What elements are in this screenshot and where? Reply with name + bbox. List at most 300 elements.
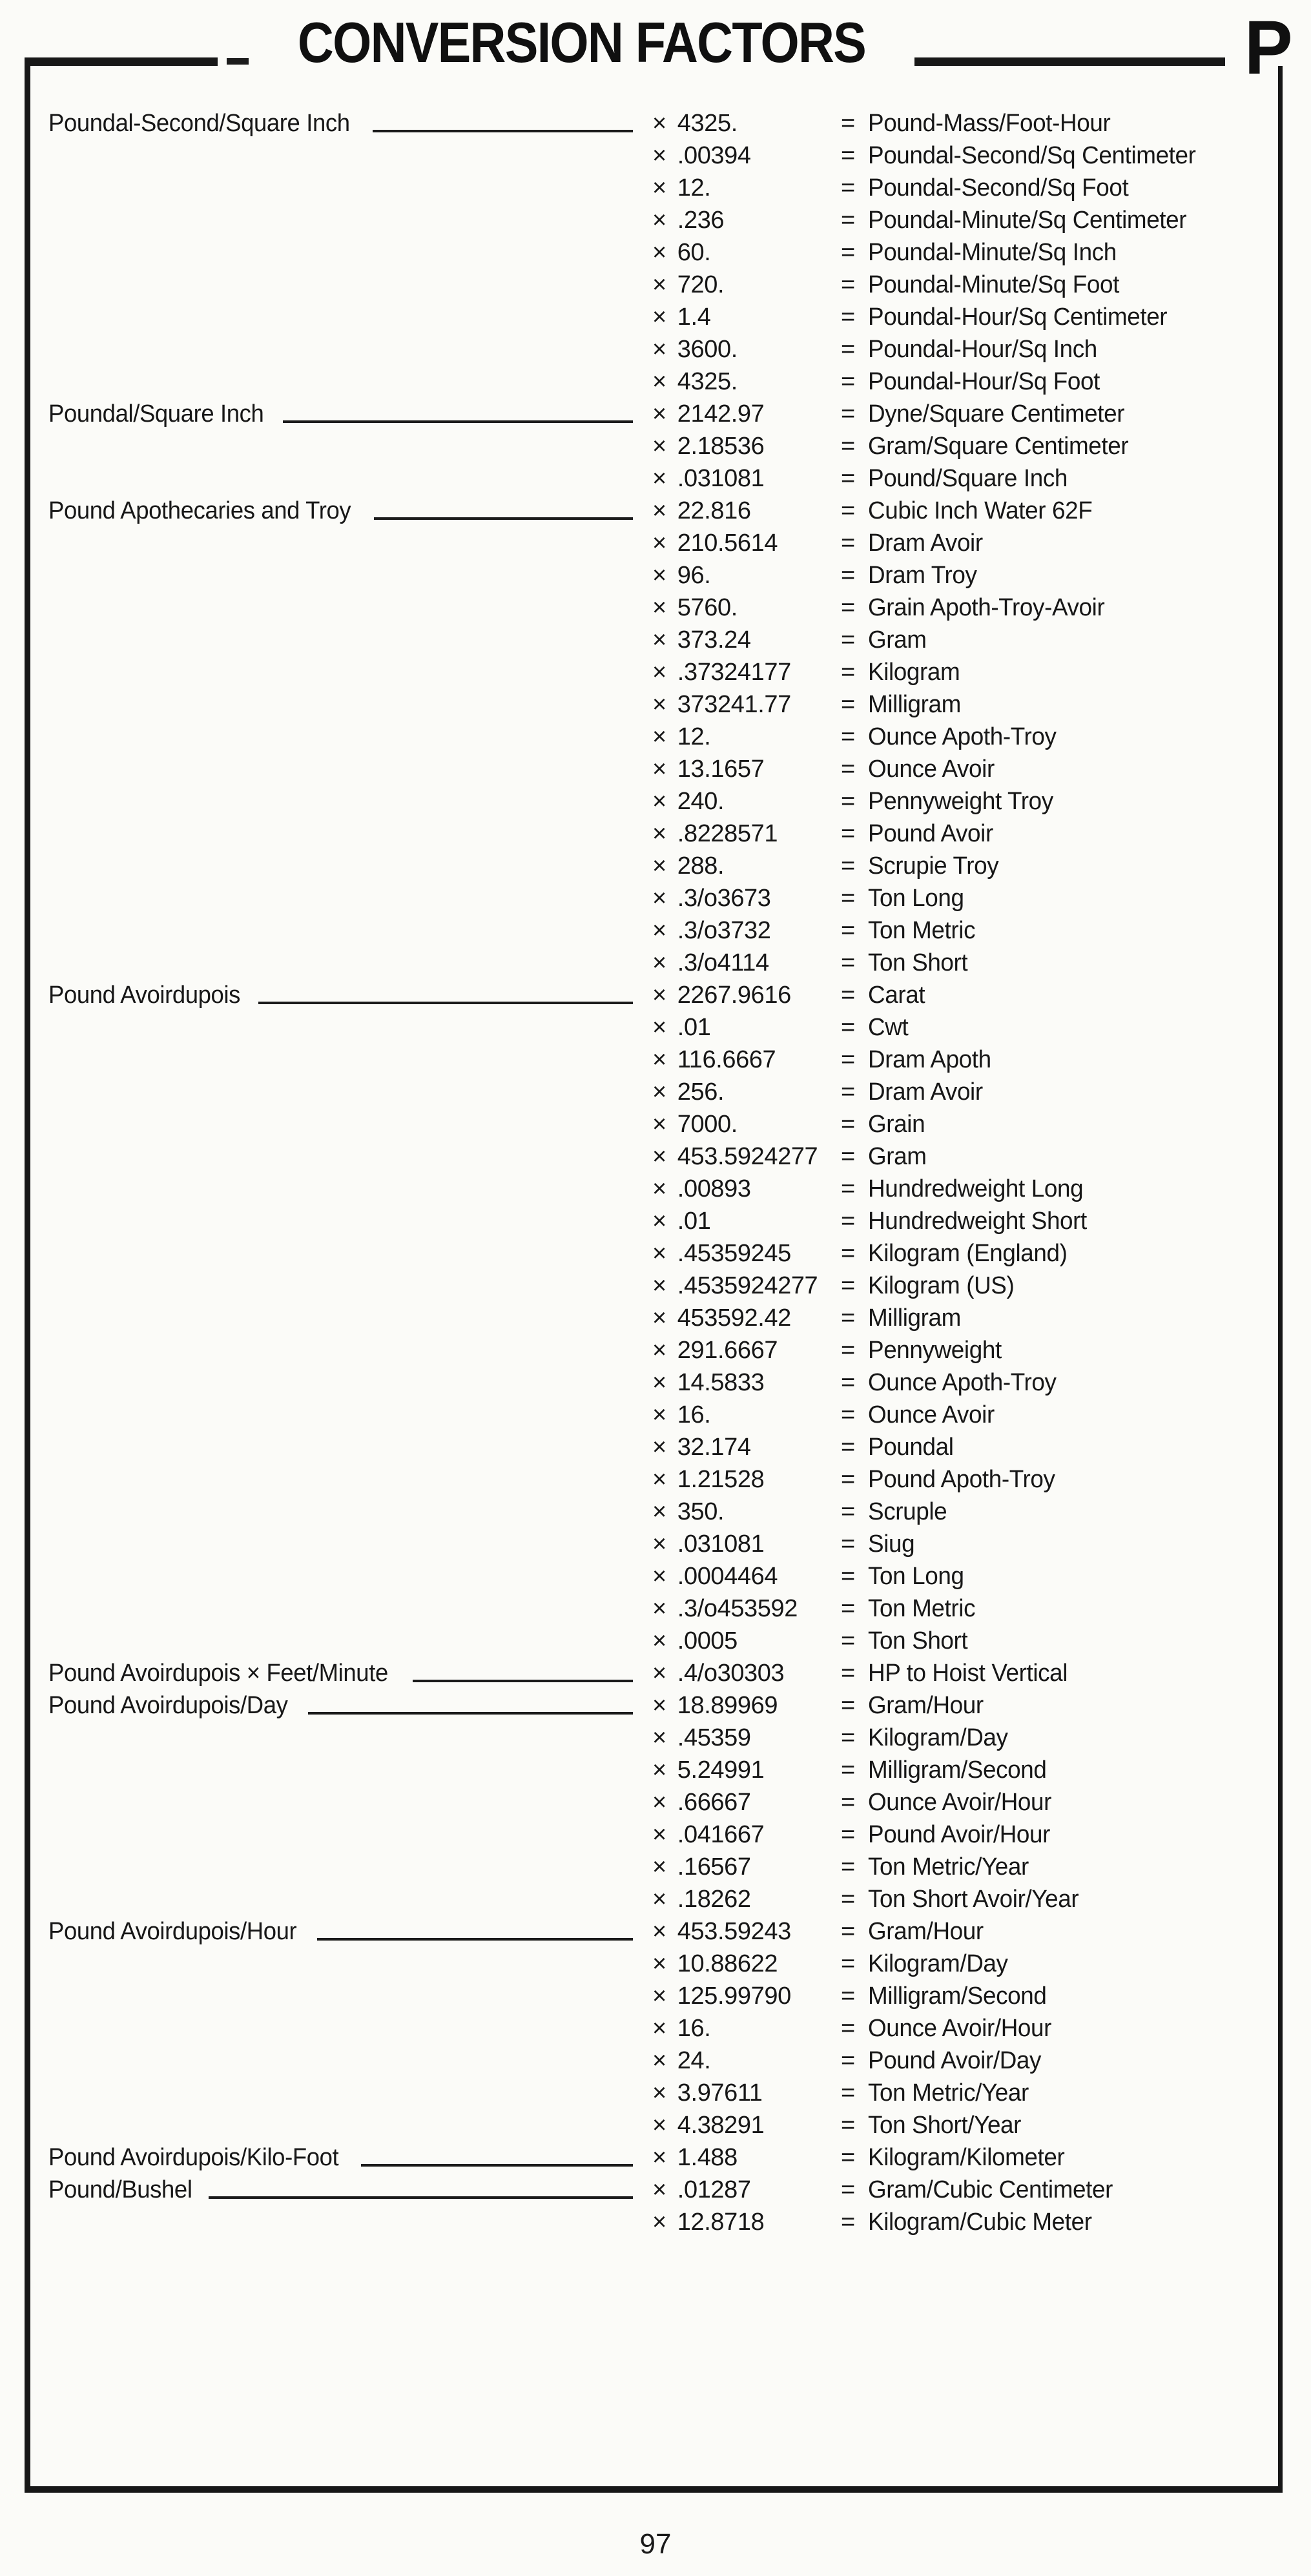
factor-value: 12. — [677, 174, 711, 201]
result-cell — [841, 497, 1278, 525]
result-cell — [841, 1078, 1278, 1106]
unit-label-cell — [48, 721, 652, 753]
unit-label-cell — [48, 1237, 652, 1270]
factor-value: 3600. — [677, 335, 738, 363]
factor-cell — [652, 1434, 841, 1461]
conversion-row — [30, 1044, 1278, 1076]
factor-cell — [652, 691, 841, 719]
conversion-row — [30, 2012, 1278, 2045]
equals-icon: = — [841, 529, 855, 557]
factor-cell — [652, 433, 841, 460]
result-cell — [841, 1175, 1278, 1203]
result-unit: Hundredweight Short — [867, 1207, 1087, 1235]
leader-line — [308, 1712, 633, 1715]
equals-icon: = — [841, 787, 855, 815]
conversion-row — [30, 1237, 1278, 1270]
result-cell — [841, 1660, 1278, 1687]
leader-line — [373, 130, 633, 132]
factor-value: 720. — [677, 271, 725, 298]
factor-value: 1.488 — [677, 2143, 738, 2171]
multiply-icon: × — [652, 1788, 666, 1816]
result-unit: Ounce Apoth-Troy — [867, 723, 1057, 750]
conversion-row — [30, 1270, 1278, 1302]
factor-value: 373.24 — [677, 626, 751, 654]
factor-value: 373241.77 — [677, 690, 791, 718]
unit-label: Pound/Bushel — [48, 2176, 192, 2203]
factor-cell — [652, 1143, 841, 1171]
factor-cell — [652, 207, 841, 234]
unit-label-cell — [48, 2174, 652, 2206]
multiply-icon: × — [652, 1110, 666, 1138]
result-unit: Poundal-Hour/Sq Inch — [867, 335, 1097, 363]
conversion-table-box — [25, 66, 1283, 2493]
unit-label-cell — [48, 850, 652, 882]
result-cell — [841, 691, 1278, 719]
factor-value: .0005 — [677, 1627, 738, 1654]
unit-label-cell — [48, 1980, 652, 2012]
equals-icon: = — [841, 981, 855, 1009]
conversion-row — [30, 721, 1278, 753]
conversion-row — [30, 818, 1278, 850]
multiply-icon: × — [652, 1885, 666, 1913]
unit-label-cell — [48, 1496, 652, 1528]
factor-value: .4/o30303 — [677, 1659, 785, 1687]
conversion-row — [30, 1011, 1278, 1044]
equals-icon: = — [841, 2176, 855, 2203]
multiply-icon: × — [652, 1530, 666, 1558]
factor-cell — [652, 1660, 841, 1687]
unit-label: Pound Avoirdupois/Hour — [48, 1918, 297, 1945]
unit-label-cell — [48, 1334, 652, 1366]
conversion-row — [30, 301, 1278, 333]
multiply-icon: × — [652, 819, 666, 847]
result-unit: Ton Short — [867, 949, 968, 976]
multiply-icon: × — [652, 206, 666, 234]
multiply-icon: × — [652, 1465, 666, 1493]
unit-label-cell — [48, 2141, 652, 2174]
conversion-row — [30, 398, 1278, 430]
result-cell — [841, 594, 1278, 622]
result-cell — [841, 949, 1278, 977]
unit-label: Pound Avoirdupois/Day — [48, 1692, 288, 1719]
multiply-icon: × — [652, 432, 666, 460]
conversion-row — [30, 1657, 1278, 1689]
equals-icon: = — [841, 723, 855, 750]
factor-cell — [652, 723, 841, 751]
unit-label-cell — [48, 1044, 652, 1076]
result-unit: Ton Short/Year — [867, 2111, 1021, 2139]
multiply-icon: × — [652, 174, 666, 201]
page-header — [25, 0, 1293, 90]
result-cell — [841, 2047, 1278, 2075]
factor-value: .3/o453592 — [677, 1594, 798, 1622]
multiply-icon: × — [652, 1401, 666, 1428]
result-unit: Ton Metric/Year — [867, 2079, 1029, 2107]
factor-cell — [652, 820, 841, 848]
result-unit: Dyne/Square Centimeter — [867, 400, 1124, 428]
multiply-icon: × — [652, 2143, 666, 2171]
conversion-row — [30, 462, 1278, 495]
multiply-icon: × — [652, 1368, 666, 1396]
unit-label-cell — [48, 785, 652, 818]
result-cell — [841, 110, 1278, 138]
conversion-row — [30, 2174, 1278, 2206]
result-cell — [841, 982, 1278, 1009]
result-cell — [841, 2176, 1278, 2204]
unit-label-cell — [48, 914, 652, 947]
unit-label-cell — [48, 1625, 652, 1657]
conversion-row — [30, 495, 1278, 527]
factor-value: .01 — [677, 1013, 711, 1041]
result-unit: Siug — [867, 1530, 915, 1558]
result-cell — [841, 207, 1278, 234]
multiply-icon: × — [652, 755, 666, 783]
multiply-icon: × — [652, 1336, 666, 1364]
page-number: 97 — [639, 2528, 672, 2560]
equals-icon: = — [841, 593, 855, 621]
unit-label-cell — [48, 1463, 652, 1496]
result-cell — [841, 530, 1278, 557]
factor-cell — [652, 1563, 841, 1591]
multiply-icon: × — [652, 271, 666, 298]
multiply-icon: × — [652, 949, 666, 976]
factor-cell — [652, 1724, 841, 1752]
result-cell — [841, 1304, 1278, 1332]
result-cell — [841, 239, 1278, 267]
factor-cell — [652, 2176, 841, 2204]
conversion-row — [30, 785, 1278, 818]
page-title: CONVERSION FACTORS — [297, 10, 865, 74]
conversion-row — [30, 2141, 1278, 2174]
equals-icon: = — [841, 884, 855, 912]
result-unit: Ton Long — [867, 1562, 964, 1590]
result-cell — [841, 368, 1278, 396]
factor-value: 12.8718 — [677, 2208, 765, 2236]
multiply-icon: × — [652, 1950, 666, 1977]
result-cell — [841, 1272, 1278, 1300]
unit-label-cell — [48, 204, 652, 236]
unit-label-cell — [48, 2012, 652, 2045]
result-cell — [841, 756, 1278, 783]
equals-icon: = — [841, 1465, 855, 1493]
conversion-row — [30, 204, 1278, 236]
conversion-row — [30, 1140, 1278, 1173]
factor-value: .3/o4114 — [677, 949, 769, 976]
unit-label-cell — [48, 398, 652, 430]
equals-icon: = — [841, 626, 855, 654]
unit-label-cell — [48, 1528, 652, 1560]
conversion-row — [30, 1980, 1278, 2012]
result-cell — [841, 659, 1278, 686]
equals-icon: = — [841, 1142, 855, 1170]
factor-value: 288. — [677, 852, 725, 880]
conversion-row — [30, 1754, 1278, 1786]
page-footer — [0, 2528, 1311, 2561]
factor-value: 14.5833 — [677, 1368, 765, 1396]
equals-icon: = — [841, 367, 855, 395]
equals-icon: = — [841, 1594, 855, 1622]
conversion-row — [30, 624, 1278, 656]
factor-cell — [652, 2112, 841, 2139]
result-cell — [841, 1434, 1278, 1461]
factor-value: .16567 — [677, 1853, 751, 1880]
result-cell — [841, 852, 1278, 880]
result-unit: Poundal-Minute/Sq Foot — [867, 271, 1119, 298]
unit-label-cell — [48, 559, 652, 592]
conversion-row — [30, 559, 1278, 592]
factor-value: 291.6667 — [677, 1336, 778, 1364]
equals-icon: = — [841, 1530, 855, 1558]
factor-cell — [652, 1530, 841, 1558]
factor-cell — [652, 1789, 841, 1817]
result-cell — [841, 1692, 1278, 1720]
result-unit: Poundal-Second/Sq Foot — [867, 174, 1129, 201]
factor-value: 210.5614 — [677, 529, 778, 557]
unit-label-cell — [48, 1819, 652, 1851]
factor-cell — [652, 917, 841, 945]
factor-cell — [652, 1369, 841, 1397]
multiply-icon: × — [652, 852, 666, 880]
multiply-icon: × — [652, 2079, 666, 2107]
multiply-icon: × — [652, 1433, 666, 1461]
multiply-icon: × — [652, 400, 666, 428]
result-unit: Pound Avoir/Day — [867, 2046, 1041, 2074]
result-cell — [841, 1563, 1278, 1591]
factor-value: 16. — [677, 1401, 711, 1428]
result-unit: Pennyweight — [867, 1336, 1002, 1364]
factor-cell — [652, 1595, 841, 1623]
factor-value: .8228571 — [677, 819, 778, 847]
unit-label-cell — [48, 1399, 652, 1431]
equals-icon: = — [841, 206, 855, 234]
equals-icon: = — [841, 561, 855, 589]
factor-cell — [652, 304, 841, 331]
equals-icon: = — [841, 2079, 855, 2107]
factor-cell — [652, 2015, 841, 2043]
multiply-icon: × — [652, 2046, 666, 2074]
factor-cell — [652, 1821, 841, 1849]
multiply-icon: × — [652, 1853, 666, 1880]
unit-label-cell — [48, 688, 652, 721]
unit-label-cell — [48, 236, 652, 269]
multiply-icon: × — [652, 787, 666, 815]
unit-label-cell — [48, 1173, 652, 1205]
factor-cell — [652, 1950, 841, 1978]
result-cell — [841, 1821, 1278, 1849]
multiply-icon: × — [652, 1304, 666, 1332]
result-cell — [841, 1757, 1278, 1784]
factor-cell — [652, 949, 841, 977]
multiply-icon: × — [652, 1820, 666, 1848]
multiply-icon: × — [652, 1207, 666, 1235]
conversion-row — [30, 914, 1278, 947]
equals-icon: = — [841, 1336, 855, 1364]
factor-value: .236 — [677, 206, 725, 234]
unit-label-cell — [48, 366, 652, 398]
result-unit: Milligram — [867, 1304, 961, 1332]
equals-icon: = — [841, 1562, 855, 1590]
equals-icon: = — [841, 1820, 855, 1848]
result-unit: Poundal-Second/Sq Centimeter — [867, 141, 1196, 169]
equals-icon: = — [841, 497, 855, 524]
unit-label-cell — [48, 1657, 652, 1689]
multiply-icon: × — [652, 1013, 666, 1041]
result-unit: Ton Long — [867, 884, 964, 912]
equals-icon: = — [841, 1207, 855, 1235]
multiply-icon: × — [652, 1046, 666, 1073]
result-unit: Hundredweight Long — [867, 1175, 1084, 1202]
conversion-row — [30, 269, 1278, 301]
factor-cell — [652, 1498, 841, 1526]
conversion-row — [30, 656, 1278, 688]
equals-icon: = — [841, 1659, 855, 1687]
factor-value: .37324177 — [677, 658, 791, 686]
factor-cell — [652, 1918, 841, 1946]
result-unit: Poundal-Hour/Sq Centimeter — [867, 303, 1167, 331]
equals-icon: = — [841, 1788, 855, 1816]
factor-value: 4325. — [677, 367, 738, 395]
equals-icon: = — [841, 1272, 855, 1299]
multiply-icon: × — [652, 690, 666, 718]
conversion-row — [30, 850, 1278, 882]
conversion-row — [30, 1205, 1278, 1237]
unit-label-cell — [48, 301, 652, 333]
conversion-row — [30, 1948, 1278, 1980]
result-unit: Milligram — [867, 690, 961, 718]
equals-icon: = — [841, 174, 855, 201]
equals-icon: = — [841, 916, 855, 944]
equals-icon: = — [841, 238, 855, 266]
result-unit: Ton Short Avoir/Year — [867, 1885, 1079, 1913]
multiply-icon: × — [652, 529, 666, 557]
equals-icon: = — [841, 658, 855, 686]
unit-label-cell — [48, 1302, 652, 1334]
result-cell — [841, 1789, 1278, 1817]
factor-value: 18.89969 — [677, 1691, 778, 1719]
factor-value: 350. — [677, 1498, 725, 1525]
unit-label-cell — [48, 592, 652, 624]
equals-icon: = — [841, 2143, 855, 2171]
factor-cell — [652, 1466, 841, 1494]
equals-icon: = — [841, 1368, 855, 1396]
multiply-icon: × — [652, 141, 666, 169]
multiply-icon: × — [652, 1272, 666, 1299]
result-cell — [841, 2015, 1278, 2043]
factor-cell — [652, 788, 841, 816]
leader-line — [413, 1680, 633, 1682]
multiply-icon: × — [652, 2014, 666, 2042]
factor-value: 2267.9616 — [677, 981, 791, 1009]
factor-cell — [652, 368, 841, 396]
equals-icon: = — [841, 1724, 855, 1751]
factor-cell — [652, 174, 841, 202]
unit-label-cell — [48, 333, 652, 366]
multiply-icon: × — [652, 561, 666, 589]
multiply-icon: × — [652, 238, 666, 266]
factor-value: .00394 — [677, 141, 751, 169]
conversion-rows — [30, 107, 1278, 2238]
result-cell — [841, 2079, 1278, 2107]
multiply-icon: × — [652, 497, 666, 524]
equals-icon: = — [841, 949, 855, 976]
unit-label-cell — [48, 1011, 652, 1044]
result-cell — [841, 1111, 1278, 1139]
multiply-icon: × — [652, 464, 666, 492]
factor-cell — [652, 1046, 841, 1074]
conversion-row — [30, 947, 1278, 979]
result-unit: Pound/Square Inch — [867, 464, 1068, 492]
result-cell — [841, 2112, 1278, 2139]
result-unit: Dram Troy — [867, 561, 977, 589]
multiply-icon: × — [652, 723, 666, 750]
equals-icon: = — [841, 1175, 855, 1202]
equals-icon: = — [841, 2111, 855, 2139]
result-unit: Pennyweight Troy — [867, 787, 1053, 815]
factor-value: .0004464 — [677, 1562, 778, 1590]
factor-cell — [652, 1886, 841, 1913]
result-unit: Kilogram — [867, 658, 960, 686]
leader-line — [258, 1002, 633, 1004]
factor-value: .01 — [677, 1207, 711, 1235]
factor-value: 3.97611 — [677, 2079, 763, 2107]
result-unit: Pound-Mass/Foot-Hour — [867, 109, 1111, 137]
factor-value: .3/o3673 — [677, 884, 771, 912]
result-cell — [841, 1853, 1278, 1881]
result-cell — [841, 917, 1278, 945]
leader-line — [283, 420, 633, 423]
unit-label: Pound Avoirdupois × Feet/Minute — [48, 1660, 388, 1687]
equals-icon: = — [841, 1013, 855, 1041]
conversion-row — [30, 366, 1278, 398]
factor-cell — [652, 1240, 841, 1268]
unit-label-cell — [48, 1915, 652, 1948]
result-cell — [841, 1046, 1278, 1074]
equals-icon: = — [841, 1110, 855, 1138]
multiply-icon: × — [652, 1724, 666, 1751]
unit-label-cell — [48, 1140, 652, 1173]
result-unit: Gram — [867, 626, 927, 654]
factor-value: .00893 — [677, 1175, 751, 1202]
conversion-row — [30, 333, 1278, 366]
factor-value: 24. — [677, 2046, 711, 2074]
conversion-row — [30, 430, 1278, 462]
factor-value: 2142.97 — [677, 400, 765, 428]
equals-icon: = — [841, 1401, 855, 1428]
conversion-row — [30, 1108, 1278, 1140]
result-unit: Kilogram/Day — [867, 1950, 1008, 1977]
factor-value: 125.99790 — [677, 1982, 791, 2010]
factor-value: 5.24991 — [677, 1756, 765, 1784]
result-cell — [841, 1627, 1278, 1655]
result-unit: Poundal-Hour/Sq Foot — [867, 367, 1100, 395]
equals-icon: = — [841, 335, 855, 363]
factor-value: 2.18536 — [677, 432, 765, 460]
conversion-row — [30, 1722, 1278, 1754]
multiply-icon: × — [652, 593, 666, 621]
unit-label-cell — [48, 1851, 652, 1883]
factor-cell — [652, 982, 841, 1009]
equals-icon: = — [841, 1691, 855, 1719]
factor-cell — [652, 756, 841, 783]
unit-label-cell — [48, 172, 652, 204]
unit-label: Poundal/Square Inch — [48, 400, 264, 428]
result-cell — [841, 885, 1278, 912]
result-cell — [841, 562, 1278, 590]
unit-label-cell — [48, 1786, 652, 1819]
equals-icon: = — [841, 271, 855, 298]
equals-icon: = — [841, 1498, 855, 1525]
result-cell — [841, 465, 1278, 493]
